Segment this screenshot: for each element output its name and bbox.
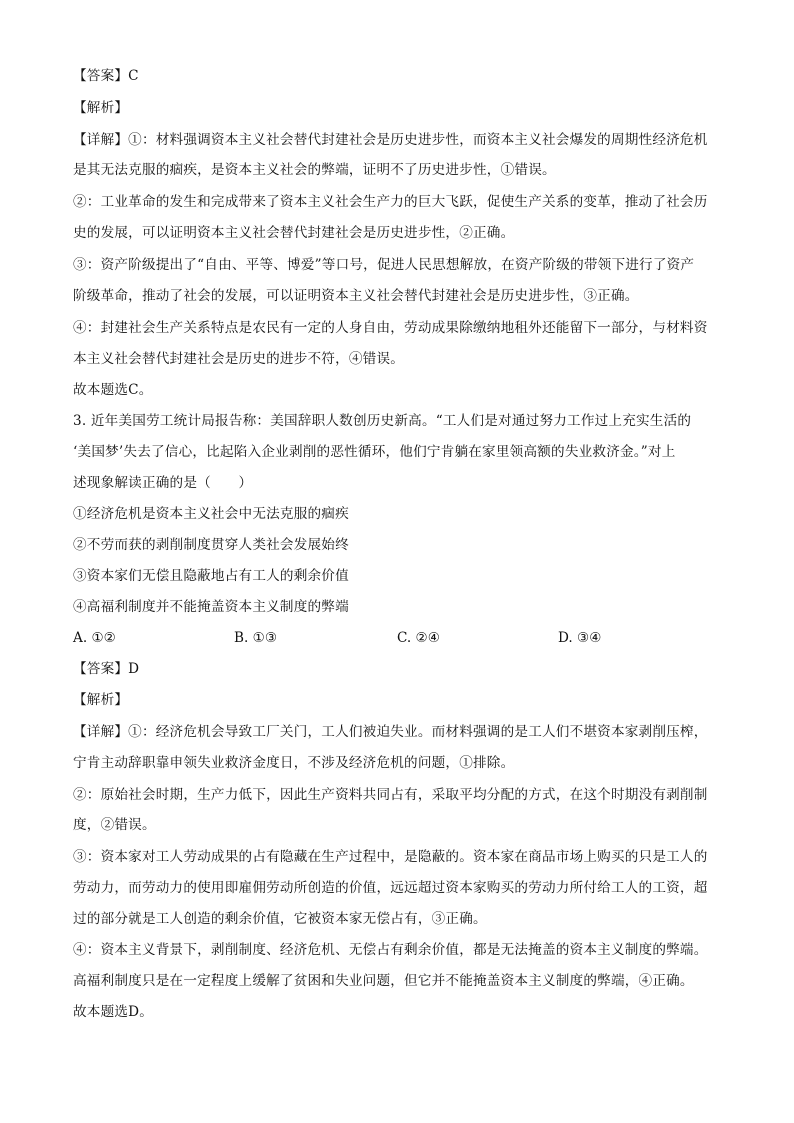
q3-detail-line: 劳动力，而劳动力的使用即雇佣劳动所创造的价值，远远超过资本家购买的劳动力所付给工人的工资，超 bbox=[73, 880, 708, 896]
q3-conclusion: 故本题选D。 bbox=[73, 1004, 154, 1020]
q3-detail-line: 度，②错误。 bbox=[73, 817, 156, 833]
q3-option-c: C. ②④ bbox=[397, 630, 440, 646]
q3-stem-line: ‘美国梦’失去了信心，比起陷入企业剥削的恶性循环，他们宁肯躺在家里领高额的失业救济金。”对上 bbox=[73, 444, 676, 460]
q3-statement: ③资本家们无偿且隐蔽地占有工人的剩余价值 bbox=[73, 568, 349, 584]
q3-detail-line: ③：资本家对工人劳动成果的占有隐藏在生产过程中，是隐蔽的。资本家在商品市场上购买的只是工人的 bbox=[73, 849, 708, 865]
q3-detail-line: 宁肯主动辞职靠申领失业救济金度日，不涉及经济危机的问题，①排除。 bbox=[73, 755, 515, 771]
q3-detail-line: 【详解】①：经济危机会导致工厂关门，工人们被迫失业。而材料强调的是工人们不堪资本家剥削压榨， bbox=[73, 724, 708, 740]
q3-detail-line: 过的部分就是工人创造的剩余价值，它被资本家无偿占有，③正确。 bbox=[73, 911, 487, 927]
q2-detail-line: ④：封建社会生产关系特点是农民有一定的人身自由，劳动成果除缴纳地租外还能留下一部分，与材料资 bbox=[73, 320, 708, 336]
q2-detail-line: 史的发展，可以证明资本主义社会替代封建社会是历史进步性，②正确。 bbox=[73, 225, 515, 241]
q3-option-a: A. ①② bbox=[73, 630, 116, 646]
q3-statement: ①经济危机是资本主义社会中无法克服的痼疾 bbox=[73, 506, 349, 522]
q2-detail-line: ③：资产阶级提出了“自由、平等、博爱”等口号，促进人民思想解放，在资产阶级的带领下进行了资产 bbox=[73, 257, 695, 273]
q3-statement: ②不劳而获的剥削制度贯穿人类社会发展始终 bbox=[73, 537, 349, 553]
q2-conclusion: 故本题选C。 bbox=[73, 382, 153, 398]
q2-detail-line: ②：工业革命的发生和完成带来了资本主义社会生产力的巨大飞跃，促使生产关系的变革，推动了社会历 bbox=[73, 194, 708, 210]
q3-stem-line: 述现象解读正确的是（ ） bbox=[73, 475, 253, 491]
q3-option-b: B. ①③ bbox=[234, 630, 278, 646]
q3-answer: 【答案】D bbox=[73, 661, 140, 677]
q2-detail-line: 本主义社会替代封建社会是历史的进步不符，④错误。 bbox=[73, 351, 405, 367]
q3-stem-line: 3. 近年美国劳工统计局报告称：美国辞职人数创历史新高。“工人们是对通过努力工作过上充实生活的 bbox=[73, 413, 692, 429]
q2-detail-line: 是其无法克服的痼疾，是资本主义社会的弊端，证明不了历史进步性，①错误。 bbox=[73, 162, 556, 178]
q2-answer: 【答案】C bbox=[73, 68, 139, 84]
q3-detail-line: ④：资本主义背景下，剥削制度、经济危机、无偿占有剩余价值，都是无法掩盖的资本主义制度的弊端。 bbox=[73, 942, 708, 958]
q3-option-d: D. ③④ bbox=[558, 630, 602, 646]
q3-statement: ④高福利制度并不能掩盖资本主义制度的弊端 bbox=[73, 599, 349, 615]
q2-detail-line: 阶级革命，推动了社会的发展，可以证明资本主义社会替代封建社会是历史进步性，③正确。 bbox=[73, 288, 639, 304]
q3-analysis-label: 【解析】 bbox=[73, 692, 129, 708]
q3-detail-line: 高福利制度只是在一定程度上缓解了贫困和失业问题，但它并不能掩盖资本主义制度的弊端，④正确。 bbox=[73, 973, 694, 989]
q3-detail-line: ②：原始社会时期，生产力低下，因此生产资料共同占有，采取平均分配的方式，在这个时期没有剥削制 bbox=[73, 787, 708, 803]
q2-detail-line: 【详解】①：材料强调资本主义社会替代封建社会是历史进步性，而资本主义社会爆发的周期性经济危机 bbox=[73, 132, 708, 148]
q2-analysis-label: 【解析】 bbox=[73, 100, 129, 116]
